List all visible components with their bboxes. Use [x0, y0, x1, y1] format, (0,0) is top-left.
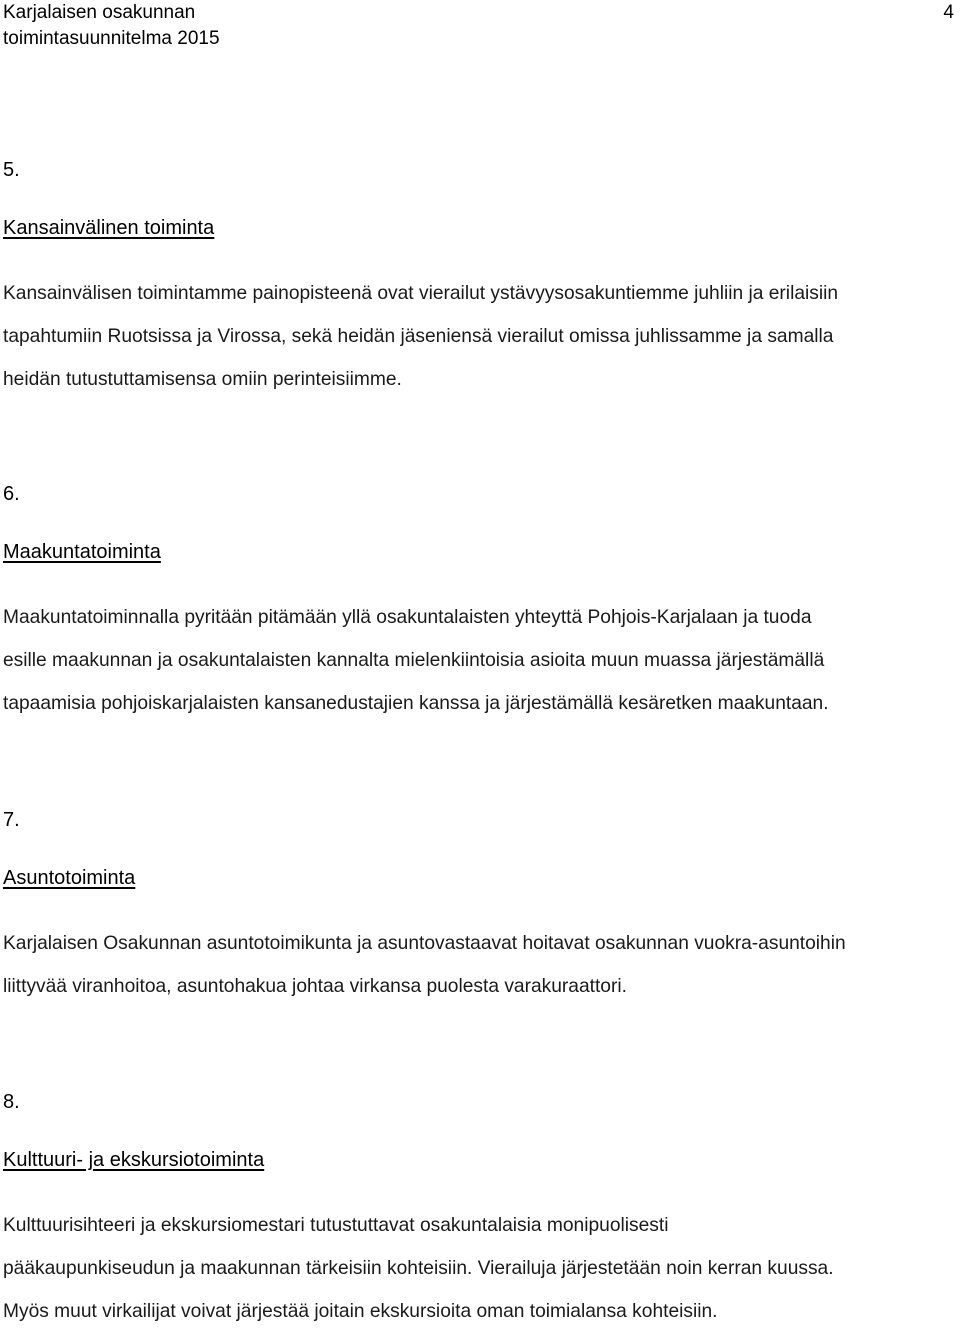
section-number: 8. [3, 1091, 20, 1113]
body-line: heidän tutustuttamisensa omiin perinteisiimme. [3, 369, 402, 390]
body-line: tapaamisia pohjoiskarjalaisten kansanedustajien kanssa ja järjestämällä kesäretken maakuntaan. [3, 693, 829, 714]
body-line: esille maakunnan ja osakuntalaisten kannalta mielenkiintoisia asioita muun muassa järjestämällä [3, 650, 825, 671]
body-line: tapahtumiin Ruotsissa ja Virossa, sekä heidän jäseniensä vierailut omissa juhlissamme ja samalla [3, 326, 834, 347]
section-body [3, 922, 953, 1008]
section-number: 7. [3, 809, 20, 831]
body-line: pääkaupunkiseudun ja maakunnan tärkeisiin kohteisiin. Vierailuja järjestetään noin kerran kuussa. [3, 1258, 834, 1279]
section-culture-excursions [3, 1090, 953, 1333]
section-title: Asuntotoiminta [3, 867, 136, 889]
page-number: 4 [943, 2, 954, 23]
body-line: Kansainvälisen toimintamme painopisteenä ovat vierailut ystävyysosakuntiemme juhliin ja erilaisiin [3, 283, 839, 304]
body-line: liittyvää viranhoitoa, asuntohakua johtaa virkansa puolesta varakuraattori. [3, 976, 627, 997]
section-body [3, 272, 953, 401]
section-number: 6. [3, 483, 20, 505]
section-body [3, 1204, 953, 1333]
body-line: Myös muut virkailijat voivat järjestää joitain ekskursioita oman toimialansa kohteisiin. [3, 1301, 718, 1322]
header-organization: Karjalaisen osakunnan [3, 2, 196, 23]
page-header [3, 0, 957, 56]
section-title: Kulttuuri- ja ekskursiotoiminta [3, 1149, 265, 1171]
section-number: 5. [3, 159, 20, 181]
body-line: Maakuntatoiminnalla pyritään pitämään yllä osakuntalaisten yhteyttä Pohjois-Karjalaan ja tuoda [3, 607, 812, 628]
header-document-title: toimintasuunnitelma 2015 [3, 28, 220, 49]
section-title: Maakuntatoiminta [3, 541, 161, 563]
section-provincial [3, 482, 953, 725]
body-line: Karjalaisen Osakunnan asuntotoimikunta ja asuntovastaavat hoitavat osakunnan vuokra-asuntoihin [3, 933, 846, 954]
section-international [3, 158, 953, 401]
body-line: Kulttuurisihteeri ja ekskursiomestari tutustuttavat osakuntalaisia monipuolisesti [3, 1215, 669, 1236]
section-housing [3, 808, 953, 1008]
section-body [3, 596, 953, 725]
section-title: Kansainvälinen toiminta [3, 217, 215, 239]
